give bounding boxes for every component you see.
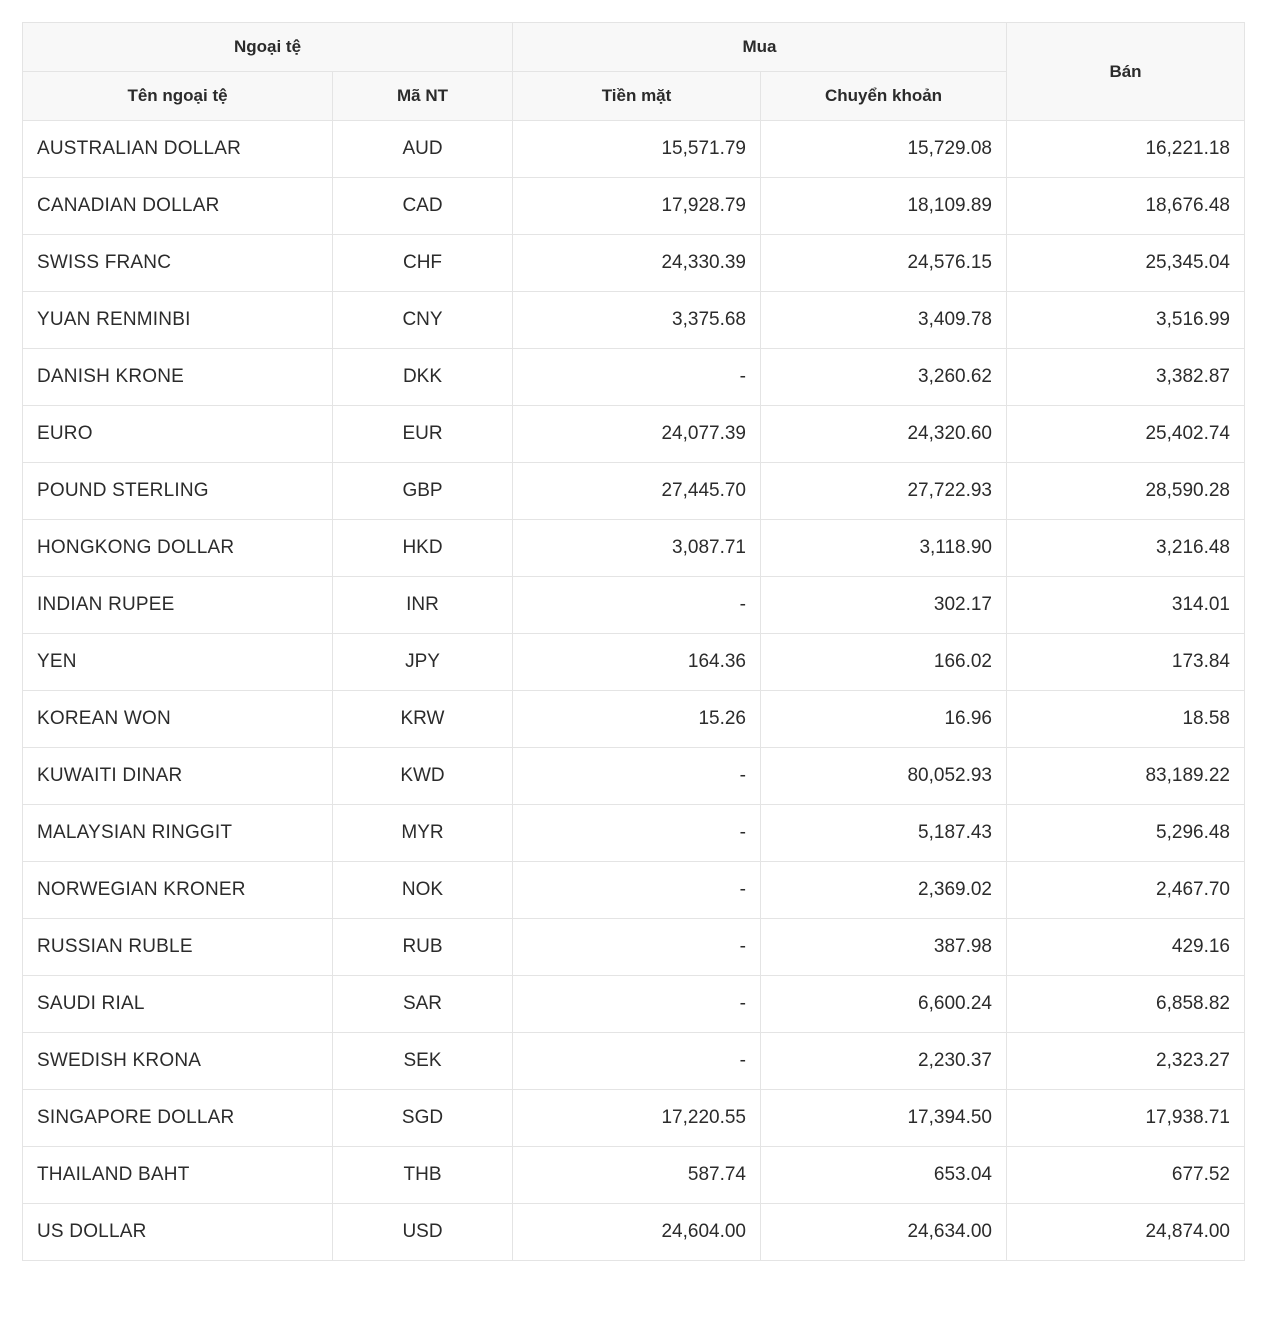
sell-cell: 429.16 xyxy=(1007,919,1245,976)
buy-transfer-cell: 3,260.62 xyxy=(761,349,1007,406)
table-row xyxy=(23,1147,1245,1204)
buy-cash-cell: 24,330.39 xyxy=(513,235,761,292)
currency-code-cell: DKK xyxy=(333,349,513,406)
table-row xyxy=(23,634,1245,691)
table-row xyxy=(23,121,1245,178)
column-header-currency-code: Mã NT xyxy=(333,72,513,121)
currency-name-cell: SINGAPORE DOLLAR xyxy=(23,1090,333,1147)
sell-cell: 16,221.18 xyxy=(1007,121,1245,178)
buy-transfer-cell: 2,230.37 xyxy=(761,1033,1007,1090)
buy-transfer-cell: 2,369.02 xyxy=(761,862,1007,919)
table-row xyxy=(23,1204,1245,1261)
currency-name-cell: MALAYSIAN RINGGIT xyxy=(23,805,333,862)
table-row xyxy=(23,178,1245,235)
table-row xyxy=(23,406,1245,463)
sell-cell: 3,516.99 xyxy=(1007,292,1245,349)
buy-transfer-cell: 5,187.43 xyxy=(761,805,1007,862)
column-header-transfer: Chuyển khoản xyxy=(761,72,1007,121)
currency-name-cell: RUSSIAN RUBLE xyxy=(23,919,333,976)
currency-code-cell: USD xyxy=(333,1204,513,1261)
buy-transfer-cell: 17,394.50 xyxy=(761,1090,1007,1147)
sell-cell: 28,590.28 xyxy=(1007,463,1245,520)
currency-code-cell: SAR xyxy=(333,976,513,1033)
buy-cash-cell: 15.26 xyxy=(513,691,761,748)
sell-cell: 3,216.48 xyxy=(1007,520,1245,577)
buy-cash-cell: 17,928.79 xyxy=(513,178,761,235)
exchange-rate-table xyxy=(22,22,1245,1261)
table-row xyxy=(23,1090,1245,1147)
buy-transfer-cell: 653.04 xyxy=(761,1147,1007,1204)
buy-cash-cell: 27,445.70 xyxy=(513,463,761,520)
buy-transfer-cell: 80,052.93 xyxy=(761,748,1007,805)
buy-cash-cell: 15,571.79 xyxy=(513,121,761,178)
sell-cell: 677.52 xyxy=(1007,1147,1245,1204)
sell-cell: 18.58 xyxy=(1007,691,1245,748)
buy-transfer-cell: 3,118.90 xyxy=(761,520,1007,577)
buy-cash-cell: - xyxy=(513,1033,761,1090)
buy-transfer-cell: 16.96 xyxy=(761,691,1007,748)
column-header-cash: Tiền mặt xyxy=(513,72,761,121)
sell-cell: 17,938.71 xyxy=(1007,1090,1245,1147)
currency-code-cell: THB xyxy=(333,1147,513,1204)
table-row xyxy=(23,235,1245,292)
buy-cash-cell: 24,077.39 xyxy=(513,406,761,463)
currency-name-cell: INDIAN RUPEE xyxy=(23,577,333,634)
buy-transfer-cell: 166.02 xyxy=(761,634,1007,691)
currency-name-cell: EURO xyxy=(23,406,333,463)
table-row xyxy=(23,805,1245,862)
table-row xyxy=(23,748,1245,805)
table-row xyxy=(23,577,1245,634)
buy-transfer-cell: 18,109.89 xyxy=(761,178,1007,235)
currency-name-cell: YEN xyxy=(23,634,333,691)
currency-code-cell: SEK xyxy=(333,1033,513,1090)
currency-name-cell: CANADIAN DOLLAR xyxy=(23,178,333,235)
sell-cell: 5,296.48 xyxy=(1007,805,1245,862)
currency-name-cell: DANISH KRONE xyxy=(23,349,333,406)
currency-code-cell: CHF xyxy=(333,235,513,292)
currency-code-cell: CAD xyxy=(333,178,513,235)
buy-transfer-cell: 3,409.78 xyxy=(761,292,1007,349)
currency-name-cell: HONGKONG DOLLAR xyxy=(23,520,333,577)
table-body xyxy=(23,121,1245,1261)
buy-transfer-cell: 15,729.08 xyxy=(761,121,1007,178)
table-row xyxy=(23,463,1245,520)
column-header-currency-name: Tên ngoại tệ xyxy=(23,72,333,121)
table-row xyxy=(23,862,1245,919)
currency-code-cell: EUR xyxy=(333,406,513,463)
buy-transfer-cell: 27,722.93 xyxy=(761,463,1007,520)
table-row xyxy=(23,976,1245,1033)
table-row xyxy=(23,520,1245,577)
currency-name-cell: US DOLLAR xyxy=(23,1204,333,1261)
sell-cell: 2,323.27 xyxy=(1007,1033,1245,1090)
table-row xyxy=(23,349,1245,406)
buy-transfer-cell: 24,576.15 xyxy=(761,235,1007,292)
buy-transfer-cell: 302.17 xyxy=(761,577,1007,634)
sell-cell: 173.84 xyxy=(1007,634,1245,691)
sell-cell: 6,858.82 xyxy=(1007,976,1245,1033)
buy-transfer-cell: 387.98 xyxy=(761,919,1007,976)
currency-name-cell: YUAN RENMINBI xyxy=(23,292,333,349)
buy-cash-cell: - xyxy=(513,349,761,406)
currency-name-cell: NORWEGIAN KRONER xyxy=(23,862,333,919)
group-header-buy: Mua xyxy=(513,23,1007,72)
buy-transfer-cell: 24,320.60 xyxy=(761,406,1007,463)
table-row xyxy=(23,691,1245,748)
currency-name-cell: SWISS FRANC xyxy=(23,235,333,292)
currency-code-cell: INR xyxy=(333,577,513,634)
group-header-currency: Ngoại tệ xyxy=(23,23,513,72)
sell-cell: 83,189.22 xyxy=(1007,748,1245,805)
sell-cell: 2,467.70 xyxy=(1007,862,1245,919)
group-header-sell: Bán xyxy=(1007,23,1245,121)
buy-cash-cell: - xyxy=(513,919,761,976)
buy-cash-cell: - xyxy=(513,805,761,862)
currency-name-cell: AUSTRALIAN DOLLAR xyxy=(23,121,333,178)
sell-cell: 25,345.04 xyxy=(1007,235,1245,292)
sell-cell: 3,382.87 xyxy=(1007,349,1245,406)
table-group-header-row xyxy=(23,23,1245,72)
currency-code-cell: JPY xyxy=(333,634,513,691)
buy-cash-cell: - xyxy=(513,748,761,805)
buy-cash-cell: 17,220.55 xyxy=(513,1090,761,1147)
table-row xyxy=(23,1033,1245,1090)
currency-name-cell: KUWAITI DINAR xyxy=(23,748,333,805)
buy-transfer-cell: 24,634.00 xyxy=(761,1204,1007,1261)
currency-code-cell: AUD xyxy=(333,121,513,178)
sell-cell: 24,874.00 xyxy=(1007,1204,1245,1261)
currency-code-cell: KRW xyxy=(333,691,513,748)
buy-cash-cell: 164.36 xyxy=(513,634,761,691)
currency-name-cell: THAILAND BAHT xyxy=(23,1147,333,1204)
buy-cash-cell: 587.74 xyxy=(513,1147,761,1204)
currency-code-cell: CNY xyxy=(333,292,513,349)
buy-cash-cell: - xyxy=(513,862,761,919)
currency-name-cell: KOREAN WON xyxy=(23,691,333,748)
table-header xyxy=(23,23,1245,121)
sell-cell: 25,402.74 xyxy=(1007,406,1245,463)
currency-code-cell: NOK xyxy=(333,862,513,919)
currency-name-cell: POUND STERLING xyxy=(23,463,333,520)
currency-code-cell: GBP xyxy=(333,463,513,520)
buy-cash-cell: 24,604.00 xyxy=(513,1204,761,1261)
currency-name-cell: SAUDI RIAL xyxy=(23,976,333,1033)
currency-code-cell: MYR xyxy=(333,805,513,862)
currency-code-cell: HKD xyxy=(333,520,513,577)
currency-code-cell: SGD xyxy=(333,1090,513,1147)
sell-cell: 314.01 xyxy=(1007,577,1245,634)
currency-code-cell: RUB xyxy=(333,919,513,976)
sell-cell: 18,676.48 xyxy=(1007,178,1245,235)
buy-cash-cell: - xyxy=(513,577,761,634)
buy-transfer-cell: 6,600.24 xyxy=(761,976,1007,1033)
currency-code-cell: KWD xyxy=(333,748,513,805)
buy-cash-cell: 3,375.68 xyxy=(513,292,761,349)
buy-cash-cell: - xyxy=(513,976,761,1033)
table-row xyxy=(23,292,1245,349)
table-row xyxy=(23,919,1245,976)
buy-cash-cell: 3,087.71 xyxy=(513,520,761,577)
currency-name-cell: SWEDISH KRONA xyxy=(23,1033,333,1090)
